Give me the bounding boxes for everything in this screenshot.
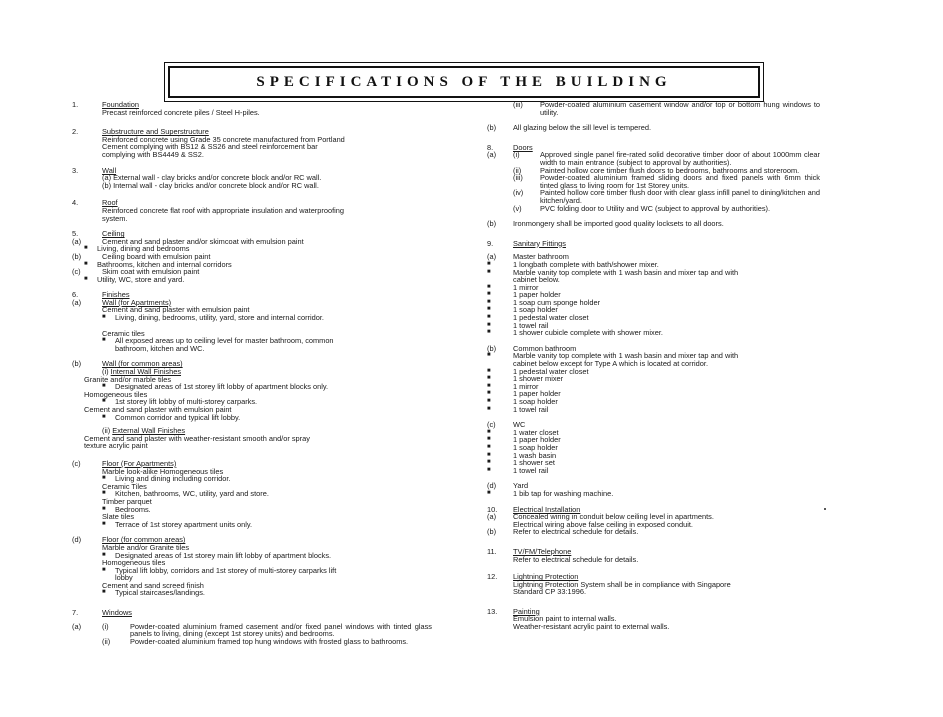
bullet-text: Kitchen, bathrooms, WC, utility, yard and store. <box>115 489 269 499</box>
item-text: 1 shower mixer <box>513 374 564 384</box>
bullet-item: ■ Terrace of 1st storey apartment units only. <box>102 519 253 529</box>
item-letter: (b) <box>487 123 497 133</box>
bullet-item: ■ Living, dining, bedrooms, utility, yard, store and internal corridor. <box>102 313 324 323</box>
item-text: Cement and sand plaster and/or skimcoat with emulsion paint <box>102 236 304 246</box>
roman-numeral: (iv) <box>513 188 524 198</box>
item-text: Marble look-alike Homogeneous tiles <box>102 466 224 476</box>
item-text: Powder-coated aluminium framed casement and/or fixed panel windows with tinted glass panels to living, dining (except 1st storey units) and bedrooms. <box>130 621 432 639</box>
section-number: 8. <box>487 142 494 152</box>
section-heading: Ceiling <box>102 229 125 239</box>
item-letter: (c) <box>72 458 81 468</box>
item-letter: (b) <box>487 527 497 537</box>
section-lightning <box>487 573 820 596</box>
item-text: Powder-coated aluminium framed top hung windows with frosted glass to bathrooms. <box>130 636 409 646</box>
item-text: 1 mirror <box>513 282 539 292</box>
section-wall-common <box>72 360 432 450</box>
right-column <box>487 101 820 631</box>
item-text: Approved single panel fire-rated solid decorative timber door of about 1000mm clear width to main entrance (subject to approval by authorities). <box>540 150 820 167</box>
item-text: Ironmongery shall be imported good quality locksets to all doors. <box>513 219 724 229</box>
item-letter: (a) <box>487 512 497 522</box>
item-text: Weather-resistant acrylic paint to external walls. <box>513 622 670 632</box>
subsection-heading: Floor (For Apartments) <box>102 458 177 468</box>
left-column <box>72 101 432 645</box>
subsection-heading: External Wall Finishes <box>112 426 186 436</box>
item-text: 1 wash basin <box>513 450 557 460</box>
item-text: Ceramic Tiles <box>102 481 147 491</box>
roman-numeral: (ii) <box>102 426 111 436</box>
section-heading: Painting <box>513 606 540 616</box>
section-text: Reinforced concrete using Grade 35 concrete manufactured from Portland <box>102 134 345 144</box>
window-item <box>72 638 432 646</box>
window-item <box>487 101 820 116</box>
subsection-heading: Wall (for Apartments) <box>102 297 172 307</box>
item-text: Marble vanity top complete with 1 wash basin and mixer tap and with <box>513 351 739 361</box>
door-item <box>487 174 820 189</box>
item-text: Powder-coated aluminium framed sliding doors and fixed panels with 6mm thick tinted glass to living room for 1st Storey units. <box>540 173 820 190</box>
section-ceiling <box>72 230 432 283</box>
item-text: Refer to electrical schedule for details. <box>513 554 639 564</box>
bullet-item: ■ Typical staircases/landings. <box>102 588 205 598</box>
item-text: Cement and sand plaster with weather-resistant smooth and/or spray <box>84 433 310 443</box>
section-text: Reinforced concrete flat roof with appropriate insulation and waterproofing <box>102 205 344 215</box>
item-text: cabinet below. <box>513 275 560 285</box>
section-heading: Electrical Installation <box>513 504 581 514</box>
section-text: complying with BS4449 & SS2. <box>102 149 204 159</box>
item-text: Common bathroom <box>513 343 577 353</box>
bullet-item: ■ Designated areas of 1st storey lift lobby of apartment blocks only. <box>102 382 329 392</box>
item-text: cabinet below except for Type A which is located at corridor. <box>513 359 709 369</box>
item-text: Marble and/or Granite tiles <box>102 542 190 552</box>
section-number: 4. <box>72 198 79 208</box>
section-text: (a) External wall - clay bricks and/or concrete block and/or RC wall. <box>102 173 322 183</box>
bullet-item: ■ Bedrooms. <box>102 504 151 514</box>
section-heading: Wall <box>102 165 117 175</box>
section-number: 13. <box>487 606 498 616</box>
section-heading: Doors <box>513 142 533 152</box>
section-number: 3. <box>72 165 79 175</box>
section-number: 5. <box>72 229 79 239</box>
section-number: 1. <box>72 100 79 109</box>
item-text: 1 paper holder <box>513 435 561 445</box>
section-heading: Substructure and Superstructure <box>102 127 209 137</box>
item-text: Ceramic tiles <box>102 328 145 338</box>
item-text: PVC folding door to Utility and WC (subject to approval by authorities). <box>540 203 771 213</box>
item-text: Yard <box>513 481 529 491</box>
item-text: Emulsion paint to internal walls. <box>513 614 617 624</box>
bullet-item: ■ Bathrooms, kitchen and internal corridors <box>84 259 232 269</box>
roman-numeral: (iii) <box>513 173 523 183</box>
item-text: 1 towel rail <box>513 320 549 330</box>
section-tv-fm <box>487 548 820 563</box>
section-number: 7. <box>72 608 79 618</box>
item-letter: (a) <box>487 150 497 160</box>
section-roof <box>72 199 432 222</box>
bullet-text: Designated areas of 1st storey main lift lobby of apartment blocks. <box>115 550 332 560</box>
window-item <box>72 623 432 638</box>
section-text: (b) Internal wall - clay bricks and/or concrete block and/or RC wall. <box>102 180 319 190</box>
section-floor-apartments <box>72 460 432 528</box>
bullet-item: ■ Kitchen, bathrooms, WC, utility, yard and store. <box>102 489 269 499</box>
bullet-text: lobby <box>115 573 133 583</box>
section-number: 10. <box>487 504 498 514</box>
bullet-text: Typical staircases/landings. <box>115 588 205 598</box>
item-text: Cement and sand plaster with emulsion paint <box>102 305 250 315</box>
roman-numeral: (i) <box>513 150 520 160</box>
section-windows <box>72 609 432 645</box>
bullet-item: ■ Typical lift lobby, corridors and 1st storey of multi-storey carparks lift <box>102 565 337 575</box>
item-text: 1 soap holder <box>513 442 558 452</box>
section-number: 9. <box>487 238 494 248</box>
item-text: 1 longbath complete with bath/shower mixer. <box>513 259 659 269</box>
item-text: Slate tiles <box>102 512 135 522</box>
item-letter: (c) <box>72 267 81 277</box>
item-letter: (b) <box>487 219 497 229</box>
item-text: Electrical wiring above false ceiling in exposed conduit. <box>513 519 693 529</box>
roman-numeral: (i) <box>102 621 109 631</box>
item-text: Cement and sand plaster with emulsion paint <box>84 405 232 414</box>
section-wall <box>72 167 432 190</box>
item-letter: (d) <box>72 535 82 545</box>
item-letter: (c) <box>487 420 496 430</box>
item-text: 1 shower cubicle complete with shower mixer. <box>513 328 663 338</box>
section-heading: Foundation <box>102 100 139 109</box>
item-text: 1 soap cum sponge holder <box>513 297 601 307</box>
item-text: 1 shower set <box>513 458 555 468</box>
item-letter: (a) <box>72 297 82 307</box>
item-letter: (b) <box>72 251 82 261</box>
bullet-text: Living, dining and bedrooms <box>97 244 190 254</box>
item-text: Refer to electrical schedule for details. <box>513 527 639 537</box>
item-text: Standard CP 33:1996. <box>513 587 587 597</box>
item-text: 1 towel rail <box>513 404 549 414</box>
section-substructure <box>72 128 432 158</box>
item-text: 1 bib tap for washing machine. <box>513 488 614 498</box>
roman-numeral: (iii) <box>513 100 523 109</box>
item-text: Concealed wiring in conduit below ceiling level in apartments. <box>513 512 714 522</box>
door-item <box>487 189 820 204</box>
glazing-item <box>487 124 820 132</box>
item-text: 1 water closet <box>513 427 559 437</box>
bullet-item: ■ Common corridor and typical lift lobby. <box>102 412 241 422</box>
bullet-text: All exposed areas up to ceiling level for master bathroom, common <box>115 336 334 346</box>
bullet-text: Living and dining including corridor. <box>115 474 231 484</box>
item-letter: (d) <box>487 481 497 491</box>
item-text: Cement and sand screed finish <box>102 580 204 590</box>
title-box <box>168 66 760 98</box>
item-text: texture acrylic paint <box>84 441 148 451</box>
roman-numeral: (ii) <box>102 636 111 646</box>
item-letter: (a) <box>487 252 497 262</box>
item-text: Skim coat with emulsion paint <box>102 267 200 277</box>
roman-numeral: (i) <box>102 367 109 377</box>
section-number: 11. <box>487 546 497 556</box>
section-text: system. <box>102 213 128 223</box>
section-text: Precast reinforced concrete piles / Steel H-piles. <box>102 107 260 117</box>
bullet-text: Designated areas of 1st storey lift lobby of apartment blocks only. <box>115 382 329 392</box>
bullet-item: ■ Living, dining and bedrooms <box>84 244 190 254</box>
section-number: 2. <box>72 127 79 137</box>
item-text: WC <box>513 420 526 430</box>
item-text: Homogeneous tiles <box>102 558 166 568</box>
bullet-text: Common corridor and typical lift lobby. <box>115 412 241 422</box>
subsection-heading: Wall (for common areas) <box>102 359 183 369</box>
item-text: Painted hollow core timber flush doors to bedrooms, bathrooms and storeroom. <box>540 165 800 175</box>
item-text: Marble vanity top complete with 1 wash basin and mixer tap and with <box>513 267 739 277</box>
bullet-text: 1st storey lift lobby of multi-storey carparks. <box>115 397 258 407</box>
item-letter: (b) <box>487 343 497 353</box>
bullet-text: Bedrooms. <box>115 504 151 514</box>
roman-numeral: (v) <box>513 203 522 213</box>
item-text: 1 towel rail <box>513 465 549 475</box>
bullet-text: bathroom, kitchen and WC. <box>115 343 205 353</box>
bullet-text: Terrace of 1st storey apartment units only. <box>115 519 253 529</box>
bullet-item-cont <box>102 345 432 353</box>
item-letter: (b) <box>72 359 82 369</box>
section-heading: Finishes <box>102 290 130 300</box>
bullet-item: ■ Utility, WC, store and yard. <box>84 274 185 284</box>
bullet-item: ■ Designated areas of 1st storey main lift lobby of apartment blocks. <box>102 550 332 560</box>
item-letter: (a) <box>72 621 82 631</box>
bullet-text: Bathrooms, kitchen and internal corridors <box>97 259 232 269</box>
section-doors <box>487 144 820 228</box>
item-text: Homogeneous tiles <box>84 389 148 399</box>
item-text: Ceiling board with emulsion paint <box>102 251 211 261</box>
bullet-text: Typical lift lobby, corridors and 1st storey of multi-storey carparks lift <box>115 565 337 575</box>
bullet-item: ■ 1st storey lift lobby of multi-storey carparks. <box>102 397 258 407</box>
bullet-text: Living, dining, bedrooms, utility, yard, store and internal corridor. <box>115 313 324 323</box>
section-heading: TV/FM/Telephone <box>513 546 572 556</box>
item-text: 1 soap holder <box>513 397 558 406</box>
section-painting <box>487 608 820 631</box>
item-text: 1 mirror <box>513 381 539 391</box>
item-text: 1 pedestal water closet <box>513 366 589 376</box>
section-heading: Roof <box>102 198 118 208</box>
item-text: Timber parquet <box>102 496 152 506</box>
subsection-heading: Internal Wall Finishes <box>110 367 182 377</box>
subsection-heading: Floor (for common areas) <box>102 535 186 545</box>
item-text: Master bathroom <box>513 252 569 262</box>
item-text: Painted hollow core timber flush door with clear glass infill panel to dining/kitchen and kitchen/yard. <box>540 188 820 205</box>
section-electrical <box>487 506 820 536</box>
item-text: 1 paper holder <box>513 389 561 399</box>
item-letter: (a) <box>72 236 82 246</box>
item-text: Lightning Protection System shall be in compliance with Singapore <box>513 579 731 589</box>
bullet-item-cont <box>102 574 432 582</box>
item-text: 1 pedestal water closet <box>513 313 589 323</box>
scan-speck <box>824 508 826 510</box>
door-item <box>487 205 820 213</box>
bullet-text: Utility, WC, store and yard. <box>97 274 185 284</box>
item-text: All glazing below the sill level is tempered. <box>513 123 652 133</box>
page-title: SPECIFICATIONS OF THE BUILDING <box>256 73 672 90</box>
item-text: 1 paper holder <box>513 290 561 300</box>
item-text: 1 soap holder <box>513 305 558 315</box>
section-foundation <box>72 101 432 116</box>
section-sanitary: 9. Sanitary Fittings (a) Master bathroom ■ 1 longbath complete with bath/shower mixer. ■ Marble vanity top complete with 1 wash basin and mixer tap and with cabinet below. ■ 1 mirror ■ 1 paper holder ■ 1 soap cum sponge holder ■ 1 soap holder ■ 1 pedestal water closet ■ 1 towel rail ■ 1 shower cubicle complete with shower mixer. (b) Common bathroom ■ Marble vanity top complete with 1 wash basin and mixer tap and with cabinet below except for Type A which is located at corridor. ■ 1 pedestal water closet ■ 1 shower mixer ■ 1 mirror ■ 1 paper holder ■ 1 soap holder ■ 1 towel rail (c) WC ■ 1 water closet ■ 1 paper holder ■ 1 soap holder ■ 1 wash basin ■ 1 shower set ■ 1 towel rail (d) Yard ■ 1 bib tap for washing machine. <box>487 240 820 498</box>
roman-numeral: (ii) <box>513 165 522 175</box>
item-text: Granite and/or marble tiles <box>84 374 172 384</box>
section-heading: Windows <box>102 608 132 618</box>
section-heading: Lightning Protection <box>513 572 579 582</box>
bullet-item: ■ All exposed areas up to ceiling level for master bathroom, common <box>102 336 334 346</box>
section-finishes <box>72 291 432 352</box>
section-heading: Sanitary Fittings <box>513 238 566 248</box>
bullet-item: ■ Living and dining including corridor. <box>102 474 231 484</box>
section-floor-common <box>72 536 432 597</box>
section-number: 6. <box>72 290 79 300</box>
door-item <box>487 151 820 166</box>
item-text: Powder-coated aluminium casement window and/or top or bottom hung windows to utility. <box>540 100 820 117</box>
section-number: 12. <box>487 572 498 582</box>
section-text: Cement complying with BS12 & SS26 and steel reinforcement bar <box>102 142 318 152</box>
